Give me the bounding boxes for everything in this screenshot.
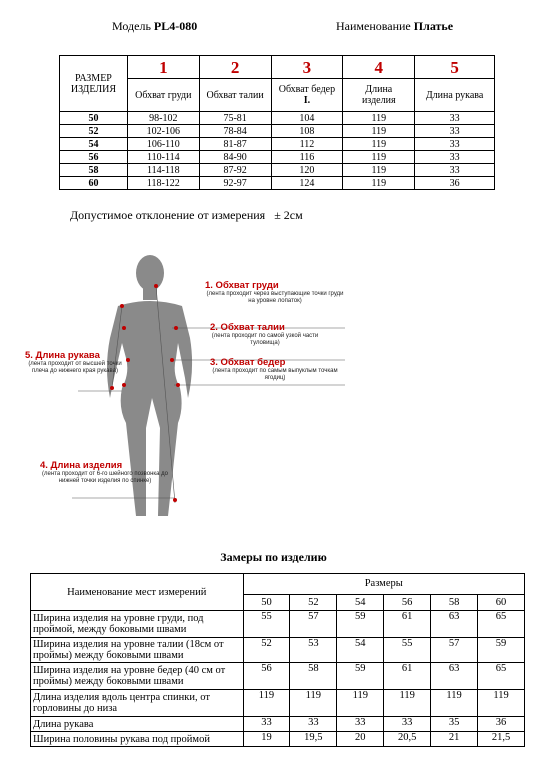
measurement-name: Длина рукава — [31, 717, 244, 732]
value-cell: 112 — [271, 138, 343, 151]
measurement-value: 19 — [243, 732, 290, 747]
label-title: 3. Обхват бедер — [210, 357, 286, 368]
column-header-text: Обхват бедер — [278, 84, 336, 95]
size-cell: 52 — [60, 125, 128, 138]
measurement-value: 35 — [431, 717, 478, 732]
measurement-value: 56 — [243, 663, 290, 690]
hip-mark: I. — [303, 95, 311, 106]
measurement-value: 55 — [243, 611, 290, 638]
label-title: 1. Обхват груди — [205, 280, 279, 291]
measurement-name: Длина изделия вдоль центра спинки, от горловины до низа — [31, 690, 244, 717]
value-cell: 81-87 — [199, 138, 271, 151]
value-cell: 119 — [343, 177, 415, 190]
size-row — [60, 151, 495, 164]
measurement-value: 61 — [384, 663, 431, 690]
value-cell: 84-90 — [199, 151, 271, 164]
measurement-value: 119 — [337, 690, 384, 717]
name-value: Платье — [413, 19, 454, 33]
column-header: Длина изделия — [343, 79, 415, 112]
measurement-value: 53 — [290, 638, 337, 663]
measurement-value: 21 — [431, 732, 478, 747]
value-cell: 33 — [415, 164, 495, 177]
size-row — [60, 125, 495, 138]
value-cell: 116 — [271, 151, 343, 164]
size-row — [60, 177, 495, 190]
size-row — [60, 164, 495, 177]
measurement-value: 59 — [478, 638, 525, 663]
measurement-value: 65 — [478, 663, 525, 690]
measurement-value: 59 — [337, 611, 384, 638]
value-cell: 110-114 — [127, 151, 199, 164]
label-sub: (лента проходит от высшей точки плеча до нижнего края рукава) — [28, 361, 122, 374]
measurement-value: 65 — [478, 611, 525, 638]
measurement-value: 19,5 — [290, 732, 337, 747]
column-number: 2 — [199, 56, 271, 79]
size-column-header: 56 — [384, 594, 431, 610]
measurement-value: 119 — [478, 690, 525, 717]
size-column-header: 50 — [243, 594, 290, 610]
label-title: 2. Обхват талии — [210, 322, 285, 333]
measurement-value: 119 — [290, 690, 337, 717]
value-cell: 119 — [343, 125, 415, 138]
measurement-value: 21,5 — [478, 732, 525, 747]
model-label: Модель — [112, 19, 151, 33]
sizes-header: Размеры — [243, 574, 525, 595]
measurement-value: 63 — [431, 611, 478, 638]
size-cell: 60 — [60, 177, 128, 190]
measurement-row — [31, 690, 525, 717]
label-hips — [210, 357, 340, 382]
value-cell: 119 — [343, 151, 415, 164]
label-waist — [210, 322, 320, 347]
measurement-value: 63 — [431, 663, 478, 690]
name-header: Наименование мест измерений — [31, 574, 244, 611]
value-cell: 33 — [415, 112, 495, 125]
size-table — [59, 55, 495, 190]
measurement-value: 119 — [243, 690, 290, 717]
label-sub: (лента проходит через выступающие точки груди на уровне лопаток) — [206, 291, 344, 304]
size-column-header: 52 — [290, 594, 337, 610]
size-column-header: 60 — [478, 594, 525, 610]
value-cell: 33 — [415, 125, 495, 138]
measurement-value: 119 — [384, 690, 431, 717]
value-cell: 114-118 — [127, 164, 199, 177]
measurement-row — [31, 638, 525, 663]
tolerance-note — [70, 208, 303, 223]
column-number: 3 — [271, 56, 343, 79]
measurement-name: Ширина изделия на уровне груди, под проймой, между боковыми швами — [31, 611, 244, 638]
label-title: 5. Длина рукава — [25, 350, 100, 361]
value-cell: 106-110 — [127, 138, 199, 151]
label-bust — [205, 280, 345, 305]
value-cell: 98-102 — [127, 112, 199, 125]
size-cell: 50 — [60, 112, 128, 125]
measurement-row — [31, 611, 525, 638]
measurement-value: 61 — [384, 611, 431, 638]
measurement-value: 54 — [337, 638, 384, 663]
measurement-value: 33 — [243, 717, 290, 732]
measurement-row — [31, 663, 525, 690]
measurements-title: Замеры по изделию — [220, 550, 327, 564]
size-row — [60, 138, 495, 151]
size-row — [60, 112, 495, 125]
label-sub: (лента проходит по самым выпуклым точкам ягодиц) — [212, 368, 338, 381]
label-sleeve — [25, 350, 125, 375]
value-cell: 108 — [271, 125, 343, 138]
label-title: 4. Длина изделия — [40, 460, 123, 471]
measurement-value: 33 — [384, 717, 431, 732]
measurement-value: 20 — [337, 732, 384, 747]
measurement-value: 59 — [337, 663, 384, 690]
measurement-value: 57 — [290, 611, 337, 638]
measurement-value: 57 — [431, 638, 478, 663]
column-number: 5 — [415, 56, 495, 79]
measurement-value: 36 — [478, 717, 525, 732]
size-cell: 54 — [60, 138, 128, 151]
size-cell: 56 — [60, 151, 128, 164]
name-label: Наименование — [336, 19, 411, 33]
value-cell: 104 — [271, 112, 343, 125]
measurement-value: 33 — [290, 717, 337, 732]
column-number: 4 — [343, 56, 415, 79]
value-cell: 92-97 — [199, 177, 271, 190]
value-cell: 119 — [343, 164, 415, 177]
measurement-name: Ширина изделия на уровне талии (18см от проймы) между боковыми швами — [31, 638, 244, 663]
value-cell: 119 — [343, 112, 415, 125]
measurement-name: Ширина половины рукава под проймой — [31, 732, 244, 747]
value-cell: 36 — [415, 177, 495, 190]
column-header: Обхват груди — [127, 79, 199, 112]
value-cell: 124 — [271, 177, 343, 190]
value-cell: 118-122 — [127, 177, 199, 190]
model-line — [112, 19, 197, 34]
value-cell: 33 — [415, 151, 495, 164]
measurement-value: 55 — [384, 638, 431, 663]
label-sub: (лента проходит по самой узкой части туловища) — [211, 333, 319, 346]
value-cell: 87-92 — [199, 164, 271, 177]
column-header: Обхват талии — [199, 79, 271, 112]
tolerance-value: ± 2см — [274, 208, 303, 222]
measurement-row — [31, 717, 525, 732]
tolerance-text: Допустимое отклонение от измерения — [70, 208, 266, 222]
value-cell: 120 — [271, 164, 343, 177]
measurement-row — [31, 732, 525, 747]
column-number: 1 — [127, 56, 199, 79]
size-column-header: 54 — [337, 594, 384, 610]
column-header: Длина рукава — [415, 79, 495, 112]
value-cell: 33 — [415, 138, 495, 151]
name-line — [336, 19, 453, 34]
size-column-header: 58 — [431, 594, 478, 610]
value-cell: 78-84 — [199, 125, 271, 138]
model-value: PL4-080 — [153, 19, 198, 33]
size-cell: 58 — [60, 164, 128, 177]
label-length — [40, 460, 170, 485]
measurements-table — [30, 573, 525, 747]
value-cell: 75-81 — [199, 112, 271, 125]
size-header: РАЗМЕР ИЗДЕЛИЯ — [60, 56, 128, 112]
measurement-name: Ширина изделия на уровне бедер (40 см от проймы) между боковыми швами — [31, 663, 244, 690]
value-cell: 119 — [343, 138, 415, 151]
column-header — [271, 79, 343, 112]
measurement-value: 20,5 — [384, 732, 431, 747]
measurement-value: 119 — [431, 690, 478, 717]
measurement-value: 58 — [290, 663, 337, 690]
label-sub: (лента проходит от 6-го шейного позвонка до нижней точки изделия по спинке) — [42, 471, 168, 484]
measurement-value: 33 — [337, 717, 384, 732]
measurement-value: 52 — [243, 638, 290, 663]
value-cell: 102-106 — [127, 125, 199, 138]
